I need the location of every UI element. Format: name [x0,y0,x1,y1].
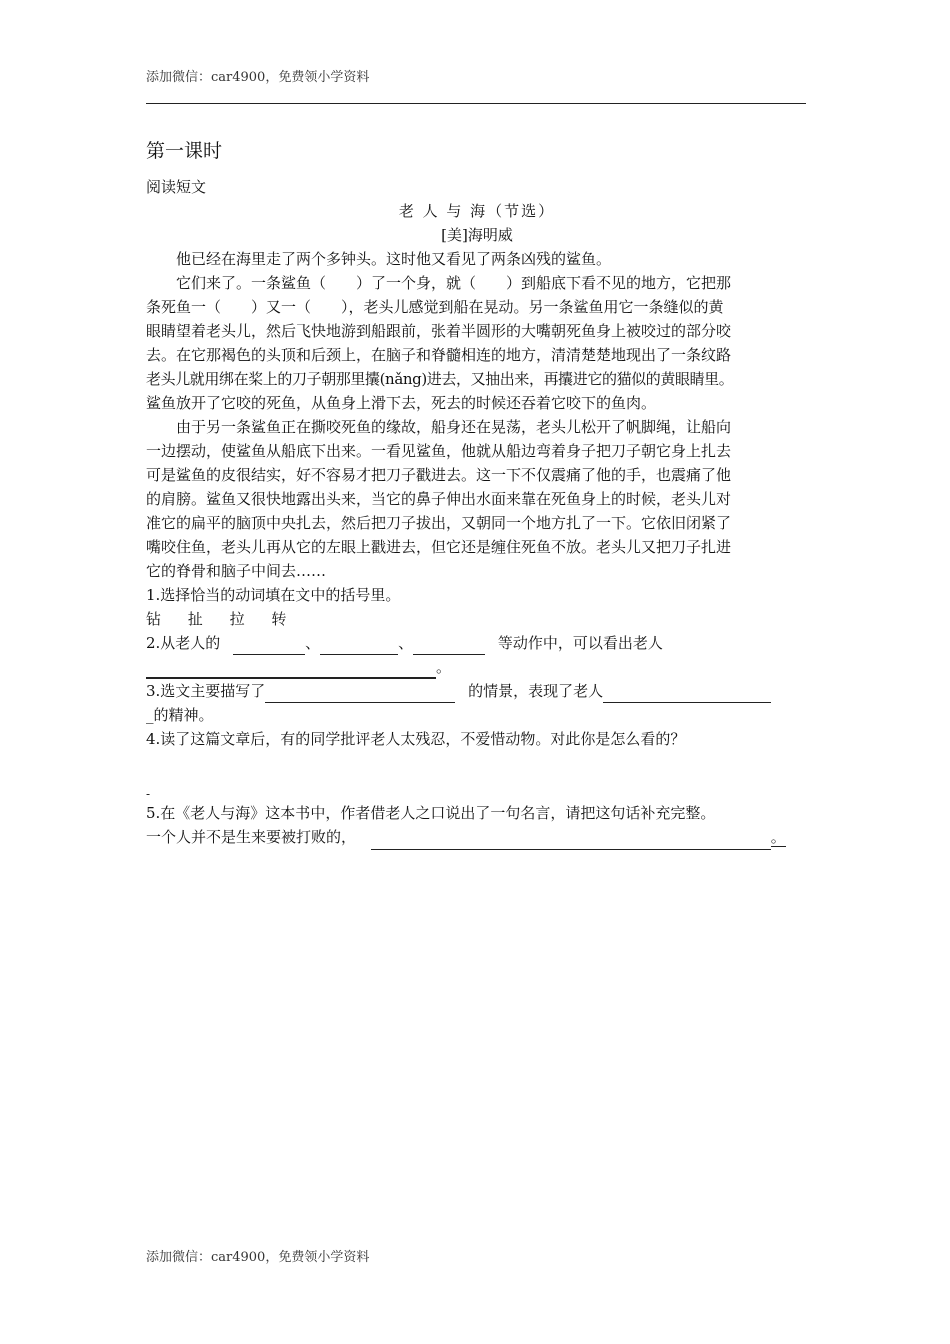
header-divider [146,103,806,104]
paragraph-line: 眼睛望着老头儿，然后飞快地游到船跟前，张着半圆形的大嘴朝死鱼身上被咬过的部分咬 [146,322,732,340]
paragraph-3 [146,415,808,583]
question-3 [146,679,808,703]
paragraph-line: 一边摆动，使鲨鱼从船底下出来。一看见鲨鱼，他就从船边弯着身子把刀子朝它身上扎去 [146,442,732,460]
verb-option: 拉 [229,610,245,628]
paragraph-line: 老头儿就用绑在桨上的刀子朝那里攮(nǎng)进去，又抽出来，再攮进它的猫似的黄眼睛里。 [146,370,734,388]
paragraph-1: 他已经在海里走了两个多钟头。这时他又看见了两条凶残的鲨鱼。 [176,250,612,268]
separator: 、 [398,634,414,652]
story-title: 老 人 与 海（节选） [398,202,556,220]
verb-option: 扯 [187,610,203,628]
page-footer: 添加微信：car4900，免费领小学资料 [146,1250,370,1265]
instruction: 阅读短文 [146,178,207,196]
answer-blank[interactable] [265,684,455,703]
paragraph-line: 它们来了。一条鲨鱼（ ）了一个身，就（ ）到船底下看不见的地方，它把那 [176,274,732,292]
question-3-text: 的情景，表现了老人 [468,682,604,700]
page-header: 添加微信：car4900，免费领小学资料 [146,70,370,85]
paragraph-line: 准它的扁平的脑顶中央扎去，然后把刀子拔出，又朝同一个地方扎了一下。它依旧闭紧了 [146,514,732,532]
answer-blank[interactable] [233,636,305,655]
question-3-text: 3.选文主要描写了 [146,682,266,700]
answer-space[interactable] [146,751,808,787]
period: 。 [436,658,452,676]
paragraph-line: 条死鱼一（ ）又一（ ），老头儿感觉到船在晃动。另一条鲨鱼用它一条缝似的黄 [146,298,724,316]
paragraph-line: 它的脊骨和脑子中间去…… [146,562,327,580]
paragraph-2 [146,271,808,415]
answer-blank[interactable] [413,636,485,655]
question-1: 1.选择恰当的动词填在文中的括号里。 [146,586,401,604]
paragraph-line: 鲨鱼放开了它咬的死鱼，从鱼身上滑下去，死去的时候还吞着它咬下的鱼肉。 [146,394,657,412]
verb-option: 转 [271,610,287,628]
paragraph-line: 可是鲨鱼的皮很结实，好不容易才把刀子戳进去。这一下不仅震痛了他的手，也震痛了他 [146,466,732,484]
question-2 [146,631,808,655]
paragraph-line: 嘴咬住鱼，老头儿再从它的左眼上戳进去，但它还是缠住死鱼不放。老头儿又把刀子扎进 [146,538,732,556]
question-2-text: 等动作中，可以看出老人 [497,634,663,652]
answer-blank[interactable] [320,636,398,655]
lesson-title: 第一课时 [146,140,223,162]
paragraph-line: 的肩膀。鲨鱼又很快地露出头来，当它的鼻子伸出水面来靠在死鱼身上的时候，老头儿对 [146,490,732,508]
question-5-line2 [146,825,808,850]
separator: 、 [305,634,321,652]
question-2-line2 [146,655,808,679]
answer-blank[interactable] [603,684,771,703]
verb-option: 钻 [146,610,162,628]
question-2-text: 2.从老人的 [146,634,221,652]
answer-blank[interactable] [146,659,436,679]
verb-options [146,607,808,631]
question-5-prompt: 一个人并不是生来要被打败的， [146,828,357,846]
question-3-line2: _的精神。 [146,706,214,724]
document-body [146,137,808,850]
answer-blank[interactable] [371,831,771,850]
question-5: 5.在《老人与海》这本书中，作者借老人之口说出了一句名言，请把这句话补充完整。 [146,804,716,822]
paragraph-line: 由于另一条鲨鱼正在撕咬死鱼的缘故，船身还在晃荡，老头儿松开了帆脚绳，让船向 [176,418,732,436]
story-author: [美]海明威 [441,226,513,244]
question-4: 4.读了这篇文章后，有的同学批评老人太残忍，不爱惜动物。对此你是怎么看的？ [146,730,686,748]
paragraph-line: 去。在它那褐色的头顶和后颈上，在脑子和脊髓相连的地方，清清楚楚地现出了一条纹路 [146,346,732,364]
dash-mark: - [146,787,151,801]
period: 。 [770,828,786,846]
